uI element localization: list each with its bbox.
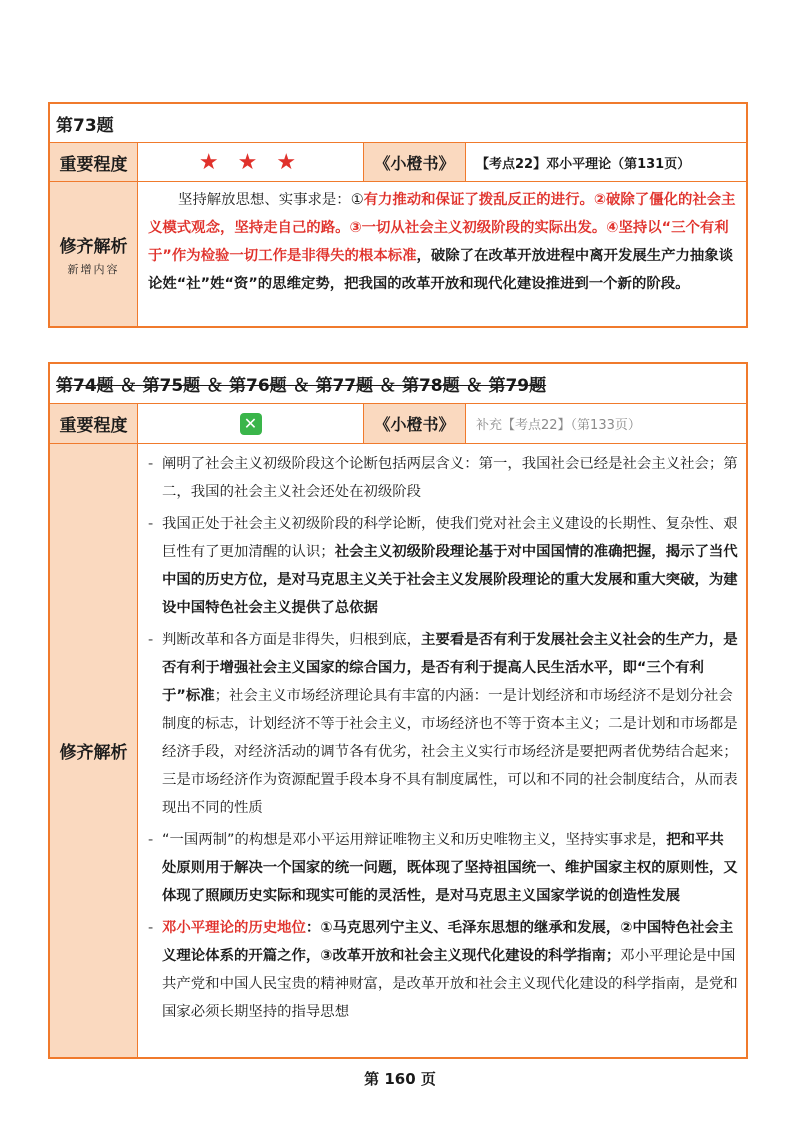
cross-mark-icon: ✕ bbox=[240, 413, 262, 435]
q73-text-highlight: 有力推动和保证了拨乱反正的进行。②破除了僵化的社会主义模式观念，坚持走自己的路。③一切从社会主义初级阶段的实际出发。④坚持以“三个有利于”作为检验一切工作是非得失的根本标准 bbox=[148, 192, 736, 264]
q74-analysis-label: 修齐解析 bbox=[50, 444, 138, 1057]
q73-importance-label: 重要程度 bbox=[50, 143, 138, 181]
q74-bullet-3-text: 判断改革和各方面是非得失，归根到底， bbox=[162, 632, 422, 648]
q74-bullet-5-rest: 邓小平理论是中国共产党和中国人民宝贵的精神财富，是改革开放和社会主义现代化建设的科学指南，是党和国家必须长期坚持的指导思想 bbox=[162, 948, 738, 1020]
q74-bullet-2-bold: 社会主义初级阶段理论基于对中国国情的准确把握，揭示了当代中国的历史方位，是对马克思主义关于社会主义发展阶段理论的重大发展和重大突破，为建设中国特色社会主义提供了总依据 bbox=[162, 544, 738, 616]
q74-bullet-3: - 判断改革和各方面是非得失，归根到底，主要看是否有利于发展社会主义社会的生产力，是否有利于增强社会主义国家的综合国力，是否有利于提高人民生活水平，即“三个有利于”标准；社会主义市场经济理论具有丰富的内涵：一是计划经济和市场经济不是划分社会制度的标志，计划经济不等于社会主义，市场经济也不等于资本主义；二是计划和市场都是经济手段，对经济活动的调节各有优劣，社会主义实行市场经济是要把两者优势结合起来；三是市场经济作为资源配置手段本身不具有制度属性，可以和不同的社会制度结合，从而表现出不同的性质 bbox=[148, 632, 738, 816]
q73-analysis-label: 修齐解析 bbox=[59, 236, 128, 257]
q74-importance-row bbox=[50, 404, 746, 444]
question-74-79-table bbox=[48, 362, 748, 1059]
q74-book-label: 《小橙书》 bbox=[364, 404, 466, 443]
q73-title-row bbox=[50, 104, 746, 143]
q73-analysis-sublabel: 新增内容 bbox=[67, 262, 120, 276]
q74-bullet-5-bold: ：①马克思列宁主义、毛泽东思想的继承和发展，②中国特色社会主义理论体系的开篇之作，③改革开放和社会主义现代化建设的科学指南； bbox=[162, 920, 734, 964]
q74-bullet-1-text: 阐明了社会主义初级阶段这个论断包括两层含义：第一，我国社会已经是社会主义社会；第二，我国的社会主义社会还处在初级阶段 bbox=[162, 456, 738, 500]
q73-text-part1: 坚持解放思想、实事求是：① bbox=[178, 192, 364, 208]
q74-bullet-3-bold: 主要看是否有利于发展社会主义社会的生产力，是否有利于增强社会主义国家的综合国力，是否有利于提高人民生活水平，即“三个有利于”标准 bbox=[162, 632, 738, 704]
q74-bullet-2: - 我国正处于社会主义初级阶段的科学论断，使我们党对社会主义建设的长期性、复杂性、艰巨性有了更加清醒的认识；社会主义初级阶段理论基于对中国国情的准确把握，揭示了当代中国的历史方位，是对马克思主义关于社会主义发展阶段理论的重大发展和重大突破，为建设中国特色社会主义提供了总依据 bbox=[148, 516, 738, 616]
q73-reference: 【考点22】邓小平理论（第131页） bbox=[476, 156, 691, 172]
q74-importance-label: 重要程度 bbox=[50, 404, 138, 443]
question-73-table bbox=[48, 102, 748, 328]
q74-bullet-4-bold: 把和平共处原则用于解决一个国家的统一问题，既体现了坚持祖国统一、维护国家主权的原则性，又体现了照顾历史实际和现实可能的灵活性，是对马克思主义国家学说的创造性发展 bbox=[162, 832, 738, 904]
q73-importance-row bbox=[50, 143, 746, 182]
q73-analysis-label-cell bbox=[50, 182, 138, 326]
q74-analysis-content bbox=[138, 444, 746, 1057]
q74-title-row bbox=[50, 364, 746, 404]
q74-importance-value bbox=[138, 404, 364, 443]
page-number: 第 160 页 bbox=[364, 1070, 436, 1088]
q73-title: 第73题 bbox=[56, 115, 114, 136]
q74-bullet-4-text: “一国两制”的构想是邓小平运用辩证唯物主义和历史唯物主义，坚持实事求是， bbox=[162, 832, 667, 848]
q74-title: 第74题 ＆ 第75题 ＆ 第76题 ＆ 第77题 ＆ 第78题 ＆ 第79题 bbox=[56, 376, 547, 396]
q74-bullet-5-heading: 邓小平理论的历史地位 bbox=[162, 920, 306, 936]
q74-analysis-row bbox=[50, 444, 746, 1057]
q74-bullet-2-text: 我国正处于社会主义初级阶段的科学论断，使我们党对社会主义建设的长期性、复杂性、艰巨性有了更加清醒的认识； bbox=[162, 516, 738, 560]
q73-star-rating: ★ ★ ★ bbox=[138, 143, 364, 181]
q73-analysis-content bbox=[138, 182, 746, 326]
q74-bullet-1: - 阐明了社会主义初级阶段这个论断包括两层含义：第一，我国社会已经是社会主义社会；第二，我国的社会主义社会还处在初级阶段 bbox=[148, 450, 738, 506]
q74-bullet-4: - “一国两制”的构想是邓小平运用辩证唯物主义和历史唯物主义，坚持实事求是，把和平共处原则用于解决一个国家的统一问题，既体现了坚持祖国统一、维护国家主权的原则性，又体现了照顾历史实际和现实可能的灵活性，是对马克思主义国家学说的创造性发展 bbox=[148, 832, 738, 904]
q74-bullet-3-rest: ；社会主义市场经济理论具有丰富的内涵：一是计划经济和市场经济不是划分社会制度的标志，计划经济不等于社会主义，市场经济也不等于资本主义；二是计划和市场都是经济手段，对经济活动的调节各有优劣，社会主义实行市场经济是要把两者优势结合起来；三是市场经济作为资源配置手段本身不具有制度属性，可以和不同的社会制度结合，从而表现出不同的性质 bbox=[162, 688, 738, 816]
q73-book-label: 《小橙书》 bbox=[364, 143, 466, 181]
q74-reference: 补充【考点22】（第133页） bbox=[476, 418, 641, 433]
q74-bullet-5: - 邓小平理论的历史地位：①马克思列宁主义、毛泽东思想的继承和发展，②中国特色社会主义理论体系的开篇之作，③改革开放和社会主义现代化建设的科学指南；邓小平理论是中国共产党和中国人民宝贵的精神财富，是改革开放和社会主义现代化建设的科学指南，是党和国家必须长期坚持的指导思想 bbox=[148, 920, 738, 1020]
q73-analysis-row bbox=[50, 182, 746, 326]
q73-text-part3: ，破除了在改革开放进程中离开发展生产力抽象谈论姓“社”姓“资”的思维定势，把我国的改革开放和现代化建设推进到一个新的阶段。 bbox=[148, 248, 734, 292]
